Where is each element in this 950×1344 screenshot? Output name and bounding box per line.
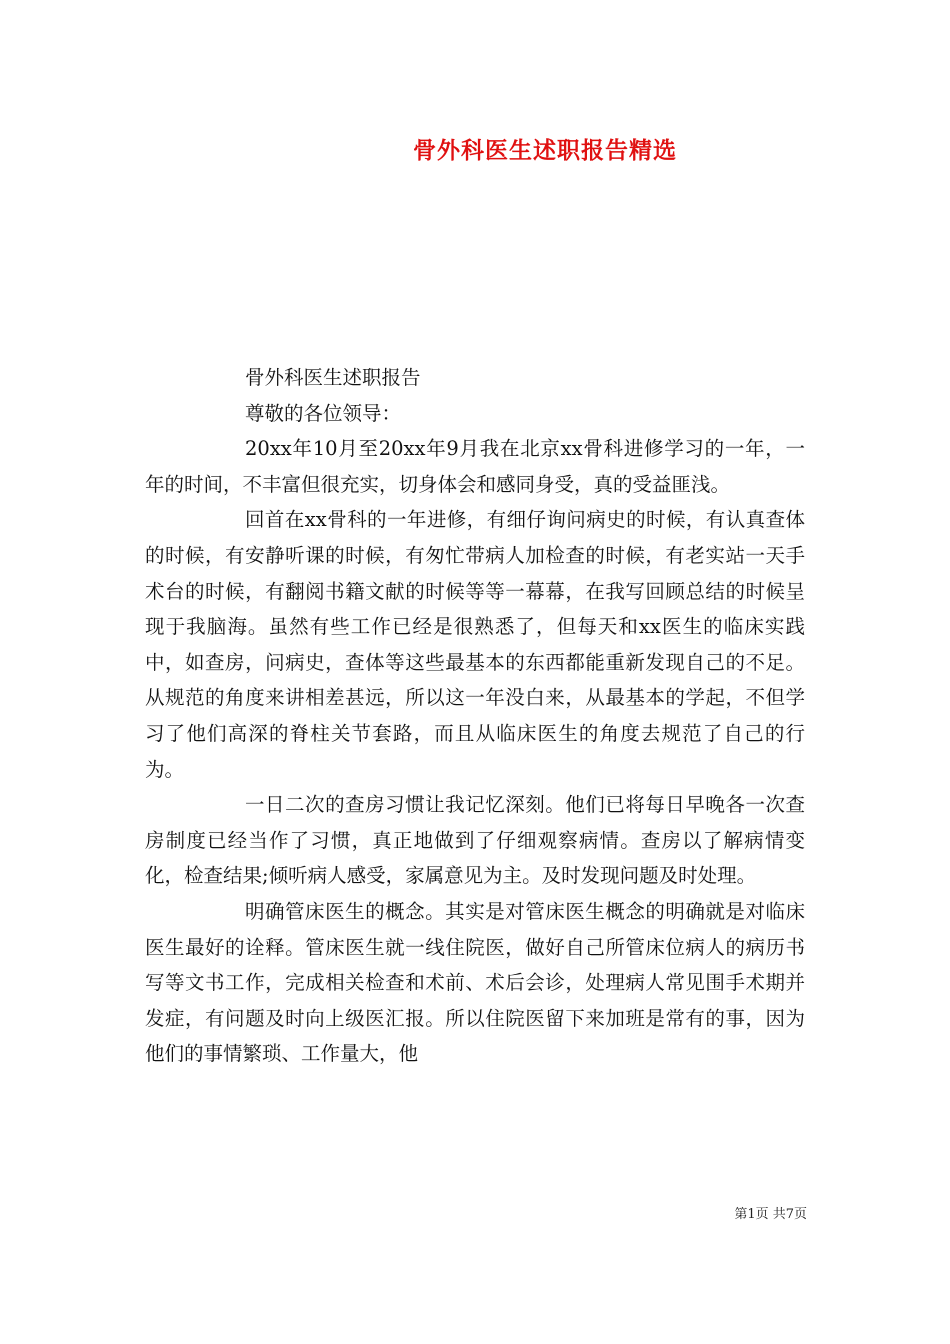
paragraph-1: 20xx年10月至20xx年9月我在北京xx骨科进修学习的一年，一年的时间，不丰富但很充实，切身体会和感同身受，真的受益匪浅。 xyxy=(145,437,805,496)
page-footer: 第1页 共7页 xyxy=(734,1207,807,1222)
paragraph-2: 回首在xx骨科的一年进修，有细仔询问病史的时候，有认真查体的时候，有安静听课的时候，有匆忙带病人加检查的时候，有老实站一天手术台的时候，有翻阅书籍文献的时候等等一幕幕，在我写回顾总结的时候呈现于我脑海。虽然有些工作已经是很熟悉了，但每天和xx医生的临床实践中，如查房，问病史，查体等这些最基本的东西都能重新发现自己的不足。从规范的角度来讲相差甚远，所以这一年没白来，从最基本的学起，不但学习了他们高深的脊柱关节套路，而且从临床医生的角度去规范了自己的行为。 xyxy=(145,508,805,781)
paragraph-4: 明确管床医生的概念。其实是对管床医生概念的明确就是对临床医生最好的诠释。管床医生就一线住院医，做好自己所管床位病人的病历书写等文书工作，完成相关检查和术前、术后会诊，处理病人常见围手术期并发症，有问题及时向上级医汇报。所以住院医留下来加班是常有的事，因为他们的事情繁琐、工作量大，他 xyxy=(145,899,805,1066)
document-body xyxy=(145,360,805,1072)
document-title: 骨外科医生述职报告精选 xyxy=(413,137,677,164)
paragraph-3: 一日二次的查房习惯让我记忆深刻。他们已将每日早晚各一次查房制度已经当作了习惯，真正地做到了仔细观察病情。查房以了解病情变化，检查结果;倾听病人感受，家属意见为主。及时发现问题及时处理。 xyxy=(145,793,805,888)
salutation: 尊敬的各位领导： xyxy=(245,401,402,425)
report-heading: 骨外科医生述职报告 xyxy=(245,366,421,389)
